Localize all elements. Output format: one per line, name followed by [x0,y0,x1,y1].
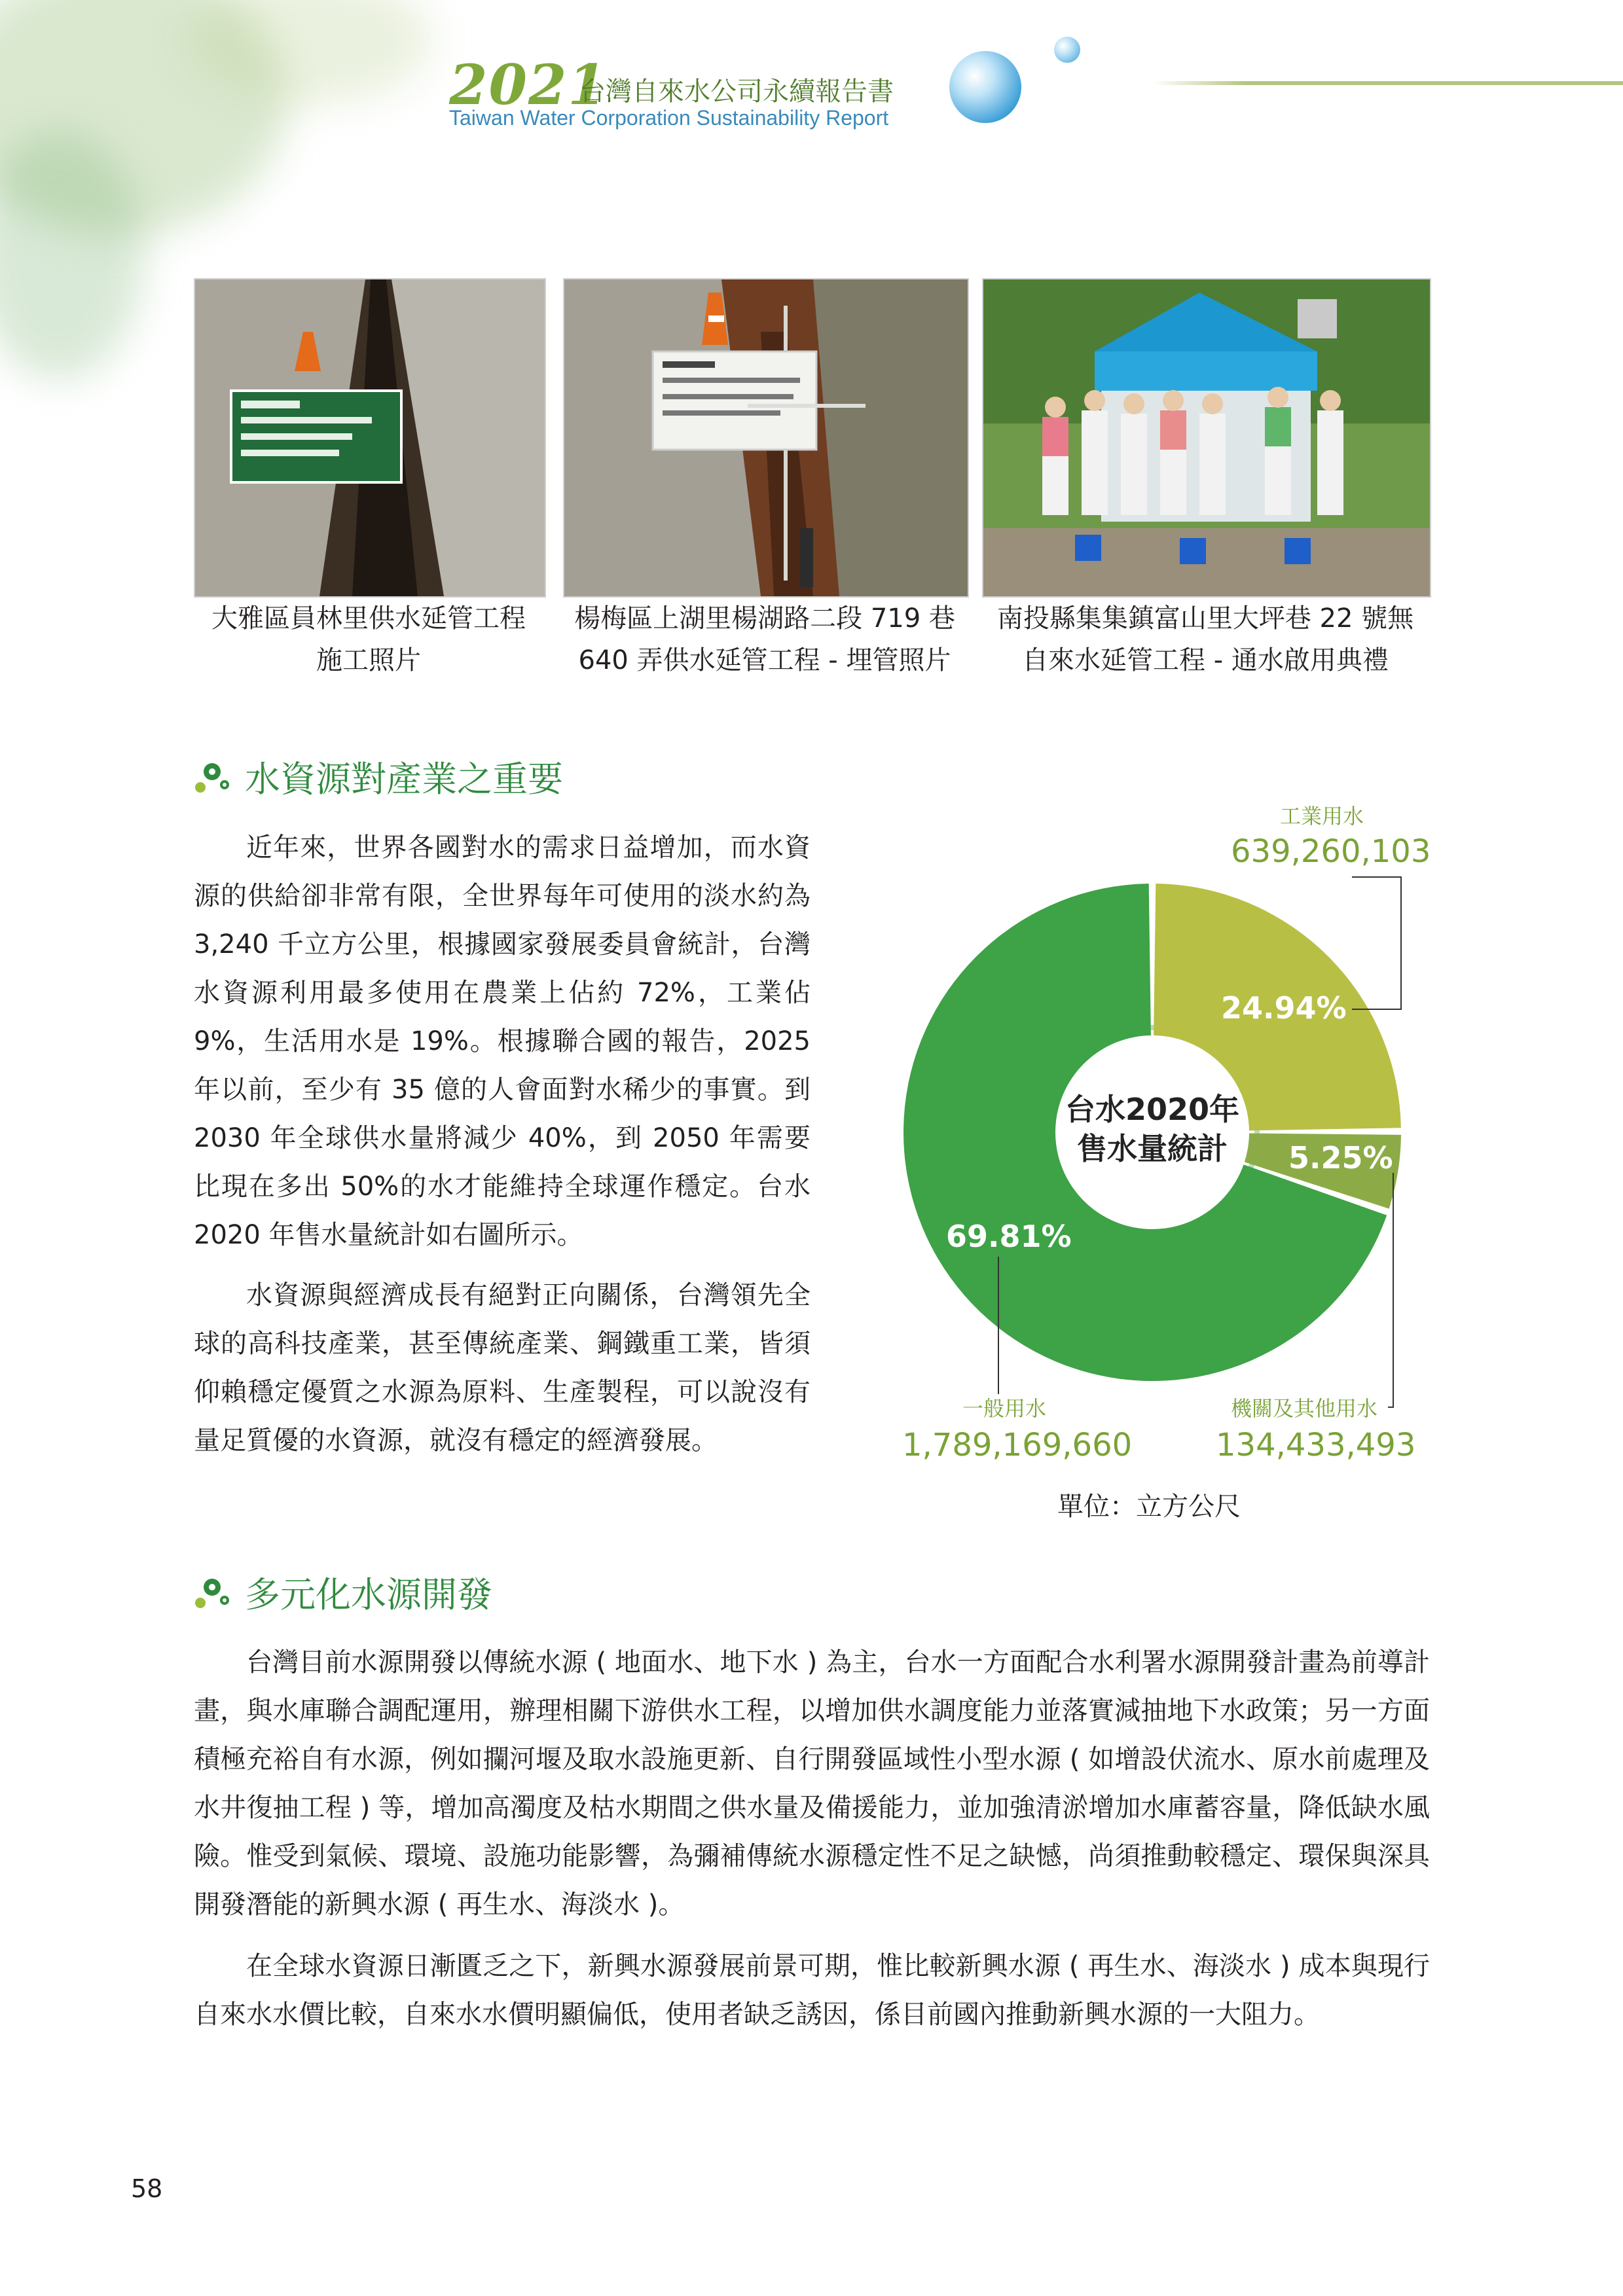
paragraph: 台灣目前水源開發以傳統水源 ( 地面水、地下水 ) 為主，台水一方面配合水利署水源開發計畫為前導計畫，與水庫聯合調配運用，辦理相關下游供水工程，以增加供水調度能力並落實減抽地下水政策；另一方面積極充裕自有水源，例如攔河堰及取水設施更新、自行開發區域性小型水源 ( 如增設伏流水、原水前處理及水井復抽工程 ) 等，增加高濁度及枯水期間之供水量及備援能力，並加強清淤增加水庫蓄容量，降低缺水風險。惟受到氣候、環境、設施功能影響，為彌補傳統水源穩定性不足之缺憾，尚須推動較穩定、環保與深具開發潛能的新興水源 ( 再生水、海淡水 )。 [194,1647,1430,1920]
paragraph: 在全球水資源日漸匱乏之下，新興水源發展前景可期，惟比較新興水源 ( 再生水、海淡水 ) 成本與現行自來水水價比較，自來水水價明顯偏低，使用者缺乏誘因，係目前國內推動新興水源的一大阻力。 [194,1951,1430,2030]
droplet-cluster-icon [194,1574,230,1611]
leader-line-industry [1352,877,1401,1009]
report-year: 2021 [449,52,608,117]
slice-value-label: 1,789,169,660 [902,1427,1133,1463]
chart-title-line: 台水2020年 [1065,1092,1240,1127]
droplet-cluster-icon [194,759,230,795]
water-droplet-icon [1054,37,1080,63]
photo-caption-line: 楊梅區上湖里楊湖路二段 719 巷 [574,603,955,634]
section-body [194,823,811,1465]
slice-percent-label: 24.94% [1221,990,1347,1026]
photo-construction [194,278,546,598]
slice-name-label: 一般用水 [962,1396,1047,1421]
photo-caption [563,598,966,681]
slice-percent-label: 5.25% [1288,1140,1393,1175]
report-title-en: Taiwan Water Corporation Sustainability Report [449,106,889,130]
paragraph: 近年來，世界各國對水的需求日益增加，而水資源的供給卻非常有限，全世界每年可使用的淡水約為 3,240 千立方公里，根據國家發展委員會統計，台灣水資源利用最多使用在農業上佔約 72%，工業佔 9%，生活用水是 19%。根據聯合國的報告，2025 年以前，至少有 35 億的人會面對水稀少的事實。到 2030 年全球供水量將減少 40%，到 2050 年需要比現在多出 50%的水才能維持全球運作穩定。台水 2020 年售水量統計如右圖所示。 [194,833,811,1250]
chart-unit: 單位：立方公尺 [1057,1492,1241,1522]
photo-caption-line: 南投縣集集鎮富山里大坪巷 22 號無 [996,603,1414,634]
leader-lines [917,851,1427,1427]
slice-value-label: 134,433,493 [1216,1427,1416,1463]
slice-name-label: 工業用水 [1280,804,1364,829]
section-body [194,1638,1430,2039]
photo-caption [982,598,1429,681]
photo-ceremony [982,278,1431,598]
leader-line-agency [1388,1173,1393,1407]
section-heading [194,751,563,802]
page-number: 58 [131,2174,163,2203]
section-title: 多元化水源開發 [245,1574,492,1615]
photo-caption-line: 大雅區員林里供水延管工程 [211,603,526,634]
slice-percent-label: 69.81% [946,1219,1072,1254]
paragraph: 水資源與經濟成長有絕對正向關係，台灣領先全球的高科技產業，甚至傳統產業、鋼鐵重工業，皆須仰賴穩定優質之水源為原料、生產製程，可以說沒有量足質優的水資源，就沒有穩定的經濟發展。 [194,1280,811,1456]
photo-caption-line: 自來水延管工程 - 通水啟用典禮 [1022,645,1389,675]
report-title-zh: 台灣自來水公司永續報告書 [579,77,894,107]
section-title: 水資源對產業之重要 [245,759,563,800]
photo-caption-line: 施工照片 [316,645,421,675]
section-heading [194,1567,492,1617]
photo-caption-line: 640 弄供水延管工程 - 埋管照片 [578,645,951,675]
chart-title-line: 售水量統計 [1077,1131,1228,1166]
slice-name-label: 機關及其他用水 [1231,1396,1378,1421]
photo-caption [194,598,543,681]
slice-value-label: 639,260,103 [1231,833,1431,870]
header-rule [1152,81,1623,85]
photo-pipe-laying [563,278,969,598]
water-droplet-icon [949,51,1021,123]
